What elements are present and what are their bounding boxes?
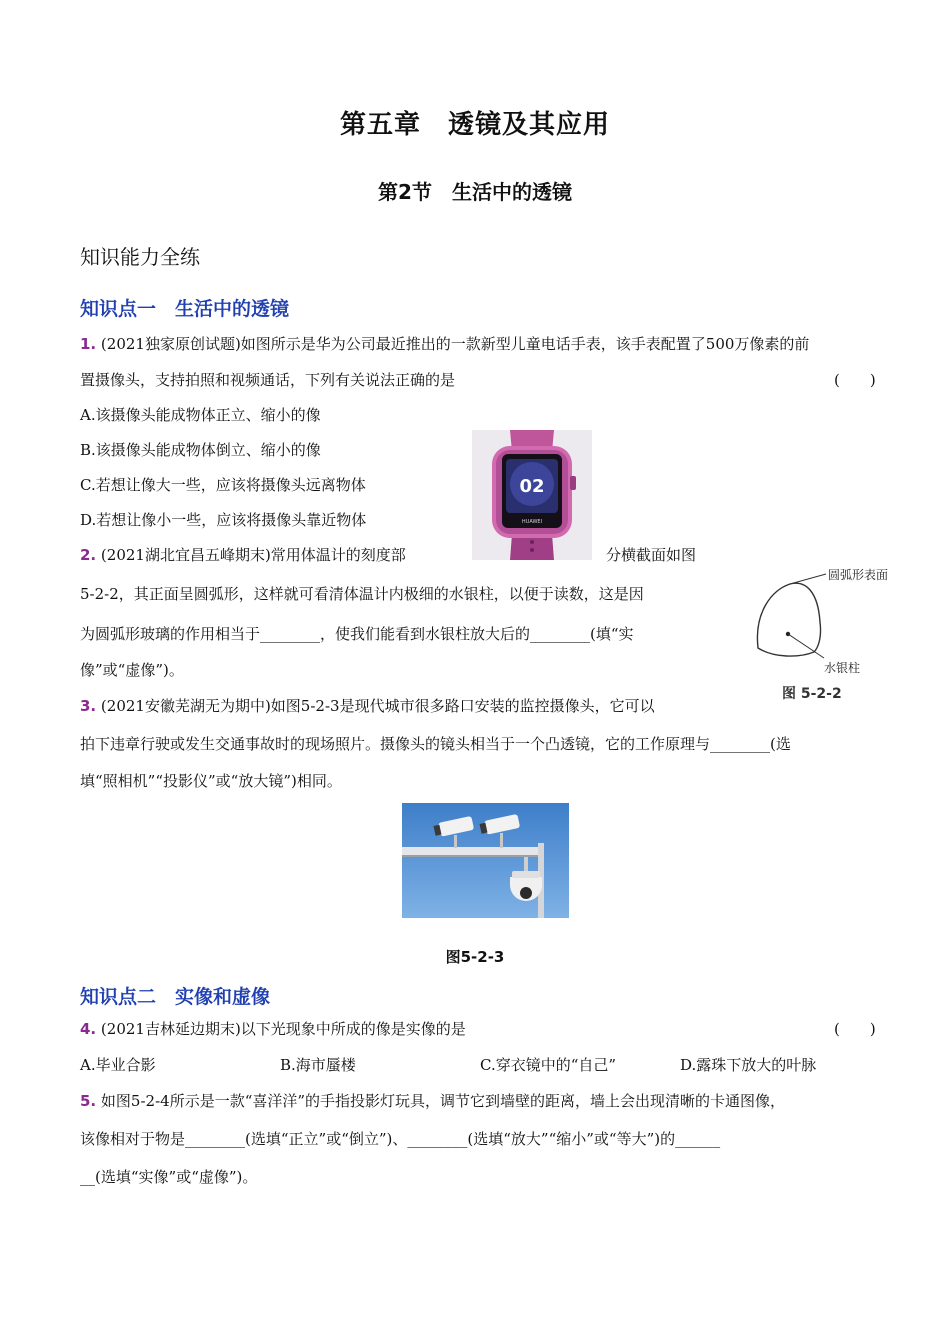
figure-5-2-2-caption: 图 5-2-2: [782, 686, 842, 702]
q3-stem-3: 填“照相机”“投影仪”或“放大镜”)相同。: [80, 772, 342, 790]
watch-time-text: 02: [519, 476, 545, 497]
q4-line1: [80, 1019, 466, 1039]
q2-stem-4: 像”或“虚像”)。: [80, 661, 184, 679]
q2-stem-1b: 分横截面如图: [606, 546, 697, 564]
q2-stem-3: 为圆弧形玻璃的作用相当于________，使我们能看到水银柱放大后的________(填“实: [80, 625, 634, 643]
q3-stem-2: 拍下违章行驶或发生交通事故时的现场照片。摄像头的镜头相当于一个凸透镜，它的工作原理与________(选: [80, 735, 791, 753]
q5-stem-2: 该像相对于物是________(选填“正立”或“倒立”)、________(选填“放大”“缩小”或“等大”)的______: [80, 1130, 721, 1148]
q3-line1: [80, 696, 655, 716]
watch-brand-text: HUAWEI: [521, 519, 543, 525]
q4-option-d: D.露珠下放大的叶脉: [680, 1056, 817, 1074]
q1-stem-2: 置摄像头，支持拍照和视频通话，下列有关说法正确的是: [80, 371, 456, 389]
thermometer-cross-section: [757, 583, 820, 656]
q1-option-d: D.若想让像小一些，应该将摄像头靠近物体: [80, 511, 367, 529]
section-title: 第2节 生活中的透镜: [378, 180, 572, 204]
chapter-title: 第五章 透镜及其应用: [339, 110, 610, 140]
figure-5-2-2: [744, 562, 894, 704]
knowledge-point-2-heading: 知识点二 实像和虚像: [80, 986, 271, 1008]
q1-option-a: A.该摄像头能成物体正立、缩小的像: [80, 406, 321, 424]
q2-stem-1a: (2021湖北宜昌五峰期末)常用体温计的刻度部: [100, 546, 406, 564]
q2-stem-2: 5-2-2，其正面呈圆弧形，这样就可看清体温计内极细的水银柱，以便于读数，这是因: [80, 585, 644, 603]
q1-answer-paren: ( ): [834, 371, 876, 389]
q1-option-b: B.该摄像头能成物体倒立、缩小的像: [80, 441, 321, 459]
smartwatch-photo: [472, 430, 592, 560]
q3-stem-1: (2021安徽芜湖无为期中)如图5-2-3是现代城市很多路口安装的监控摄像头，它可以: [100, 697, 655, 715]
q4-number: 4.: [80, 1020, 97, 1038]
q1-option-c: C.若想让像大一些，应该将摄像头远离物体: [80, 476, 366, 494]
knowledge-point-1-heading: 知识点一 生活中的透镜: [80, 298, 290, 320]
q2-number: 2.: [80, 546, 97, 564]
practice-heading: 知识能力全练: [80, 245, 200, 269]
q5-line1: [80, 1091, 785, 1111]
q1-line1: [80, 334, 809, 354]
label-curved-surface: 圆弧形表面: [828, 568, 889, 582]
surveillance-camera-photo: [402, 803, 569, 918]
q5-number: 5.: [80, 1092, 97, 1110]
q4-answer-paren: ( ): [834, 1020, 876, 1038]
surface-leader-line: [790, 574, 826, 584]
q4-stem: (2021吉林延边期末)以下光现象中所成的像是实像的是: [100, 1020, 466, 1038]
q3-number: 3.: [80, 697, 97, 715]
q4-option-b: B.海市蜃楼: [280, 1056, 356, 1074]
figure-5-2-3-caption: 图5-2-3: [445, 948, 505, 966]
q2-line1: [80, 545, 406, 565]
q4-option-c: C.穿衣镜中的“自己”: [480, 1056, 617, 1074]
q1-number: 1.: [80, 335, 97, 353]
q5-stem-3: __(选填“实像”或“虚像”)。: [80, 1168, 258, 1186]
label-mercury-column: 水银柱: [824, 661, 861, 675]
q5-stem-1: 如图5-2-4所示是一款“喜洋洋”的手指投影灯玩具，调节它到墙壁的距离，墙上会出现清晰的卡通图像，: [100, 1092, 786, 1110]
q4-option-a: A.毕业合影: [80, 1056, 156, 1074]
q1-stem-1: (2021独家原创试题)如图所示是华为公司最近推出的一款新型儿童电话手表，该手表配置了500万像素的前: [100, 335, 810, 353]
